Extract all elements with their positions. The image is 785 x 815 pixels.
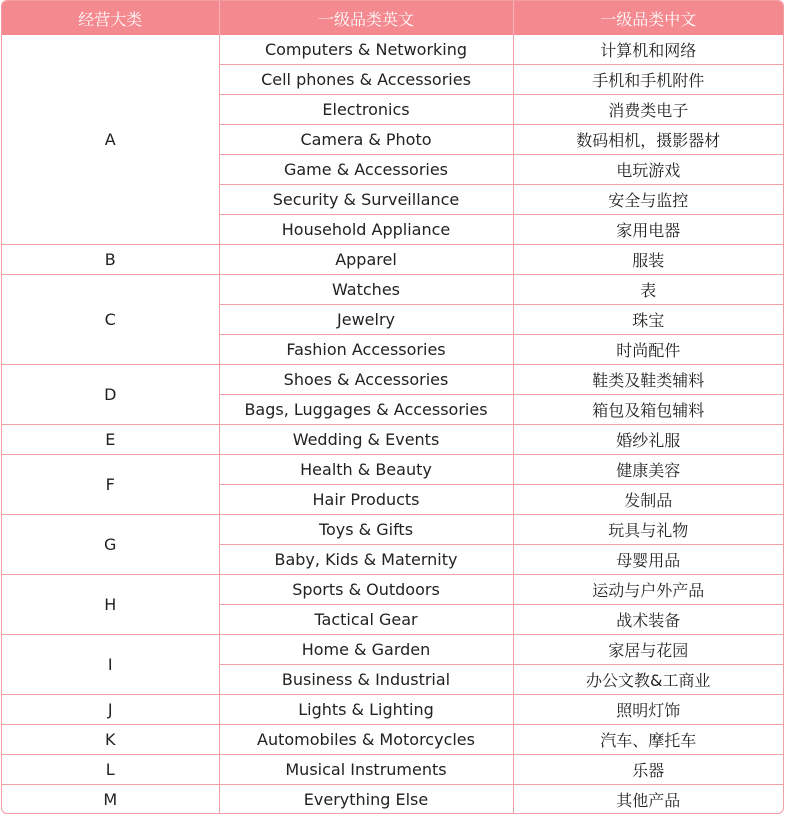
category-table-container [1, 0, 784, 814]
category-chinese-cell: 箱包及箱包辅料 [513, 395, 783, 425]
table-row [2, 455, 783, 485]
category-chinese-cell: 家居与花园 [513, 635, 783, 665]
category-english-cell: Lights & Lighting [219, 695, 513, 725]
business-category-cell: J [2, 695, 219, 725]
table-row [2, 575, 783, 605]
category-english-cell: Health & Beauty [219, 455, 513, 485]
category-english-cell: Computers & Networking [219, 35, 513, 65]
category-chinese-cell: 乐器 [513, 755, 783, 785]
table-row [2, 245, 783, 275]
category-english-cell: Jewelry [219, 305, 513, 335]
category-english-cell: Baby, Kids & Maternity [219, 545, 513, 575]
category-chinese-cell: 婚纱礼服 [513, 425, 783, 455]
category-english-cell: Business & Industrial [219, 665, 513, 695]
category-chinese-cell: 健康美容 [513, 455, 783, 485]
business-category-cell: C [2, 275, 219, 365]
category-chinese-cell: 家用电器 [513, 215, 783, 245]
table-header [2, 1, 783, 35]
category-english-cell: Toys & Gifts [219, 515, 513, 545]
category-chinese-cell: 电玩游戏 [513, 155, 783, 185]
category-english-cell: Shoes & Accessories [219, 365, 513, 395]
category-english-cell: Security & Surveillance [219, 185, 513, 215]
business-category-cell: K [2, 725, 219, 755]
category-chinese-cell: 玩具与礼物 [513, 515, 783, 545]
business-category-cell: D [2, 365, 219, 425]
table-row [2, 365, 783, 395]
category-chinese-cell: 计算机和网络 [513, 35, 783, 65]
category-chinese-cell: 珠宝 [513, 305, 783, 335]
category-english-cell: Hair Products [219, 485, 513, 515]
category-english-cell: Wedding & Events [219, 425, 513, 455]
category-english-cell: Musical Instruments [219, 755, 513, 785]
category-english-cell: Watches [219, 275, 513, 305]
business-category-cell: A [104, 130, 116, 149]
business-category-cell: G [2, 515, 219, 575]
header-category-english: 一级品类英文 [219, 1, 513, 35]
table-row [2, 755, 783, 785]
category-chinese-cell: 母婴用品 [513, 545, 783, 575]
header-row [2, 1, 783, 35]
category-english-cell: Bags, Luggages & Accessories [219, 395, 513, 425]
table-row [2, 515, 783, 545]
category-chinese-cell: 鞋类及鞋类辅料 [513, 365, 783, 395]
table-row [2, 635, 783, 665]
category-english-cell: Everything Else [219, 785, 513, 815]
category-english-cell: Cell phones & Accessories [219, 65, 513, 95]
table-body [2, 35, 783, 814]
header-category-chinese: 一级品类中文 [513, 1, 783, 35]
category-english-cell: Household Appliance [219, 215, 513, 245]
category-chinese-cell: 服装 [513, 245, 783, 275]
category-english-cell: Sports & Outdoors [219, 575, 513, 605]
category-table [2, 1, 783, 814]
table-row [2, 425, 783, 455]
business-category-cell: M [2, 785, 219, 815]
category-chinese-cell: 数码相机，摄影器材 [513, 125, 783, 155]
business-category-cell: F [2, 455, 219, 515]
category-chinese-cell: 战术装备 [513, 605, 783, 635]
table-row [2, 275, 783, 305]
category-english-cell: Electronics [219, 95, 513, 125]
category-chinese-cell: 发制品 [513, 485, 783, 515]
category-chinese-cell: 安全与监控 [513, 185, 783, 215]
table-row [2, 35, 783, 65]
category-chinese-cell: 时尚配件 [513, 335, 783, 365]
category-chinese-cell: 其他产品 [513, 785, 783, 815]
header-business-category: 经营大类 [2, 1, 219, 35]
category-english-cell: Automobiles & Motorcycles [219, 725, 513, 755]
category-english-cell: Fashion Accessories [219, 335, 513, 365]
category-english-cell: Game & Accessories [219, 155, 513, 185]
category-english-cell: Camera & Photo [219, 125, 513, 155]
business-category-cell: H [2, 575, 219, 635]
business-category-cell: I [2, 635, 219, 695]
business-category-cell: L [2, 755, 219, 785]
category-chinese-cell: 运动与户外产品 [513, 575, 783, 605]
category-chinese-cell: 消费类电子 [513, 95, 783, 125]
category-chinese-cell: 手机和手机附件 [513, 65, 783, 95]
category-english-cell: Tactical Gear [219, 605, 513, 635]
business-category-cell: B [2, 245, 219, 275]
table-row [2, 695, 783, 725]
category-chinese-cell: 汽车、摩托车 [513, 725, 783, 755]
table-row [2, 785, 783, 815]
category-chinese-cell: 办公文教&工商业 [513, 665, 783, 695]
category-chinese-cell: 表 [513, 275, 783, 305]
category-english-cell: Apparel [219, 245, 513, 275]
business-category-cell: E [2, 425, 219, 455]
table-row [2, 725, 783, 755]
category-chinese-cell: 照明灯饰 [513, 695, 783, 725]
category-english-cell: Home & Garden [219, 635, 513, 665]
